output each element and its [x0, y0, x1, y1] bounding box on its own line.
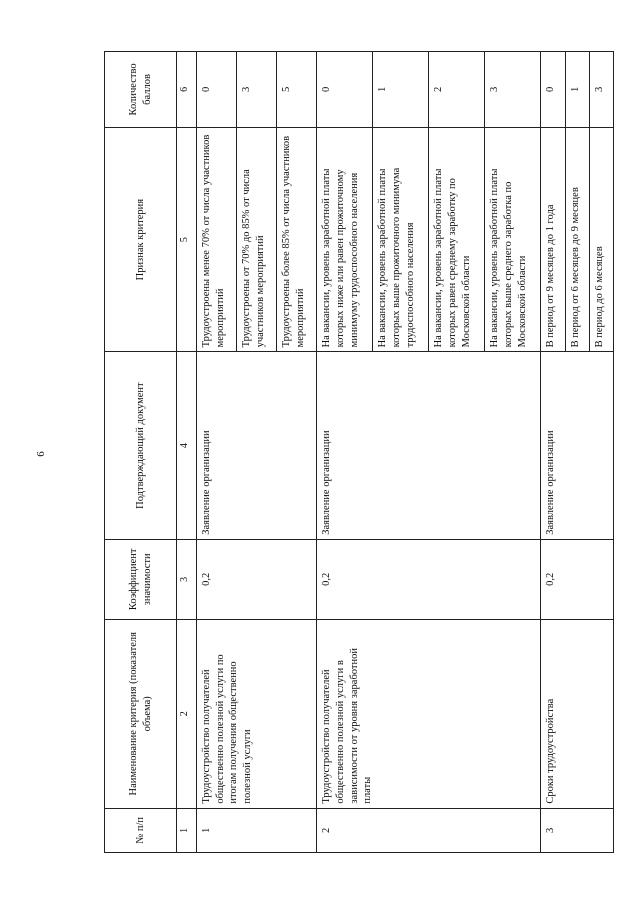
criterion-num: 1 — [197, 808, 317, 852]
criterion-sign: В период до 6 месяцев — [589, 127, 613, 352]
criterion-sign: В период от 9 месяцев до 1 года — [541, 127, 565, 352]
page-number: 6 — [35, 451, 47, 457]
criterion-name: Трудоустройство получателей общественно полезной услуги в зависимости от уровня заработной платы — [317, 619, 541, 808]
criterion-sign: На вакансии, уровень заработной платы которых выше среднего заработка по Московской области — [485, 127, 541, 352]
criterion-score: 3 — [237, 52, 277, 128]
criterion-name: Трудоустройство получателей общественно полезной услуги по итогам получения общественно полезной услуги — [197, 619, 317, 808]
criterion-sign: На вакансии, уровень заработной платы которых выше прожиточного минимума трудоспособного населения — [373, 127, 429, 352]
criteria-table — [104, 51, 614, 853]
criterion-doc: Заявление организации — [317, 352, 541, 539]
criterion-sign: На вакансии, уровень заработной платы которых ниже или равен прожиточному минимуму трудоспособного населения — [317, 127, 373, 352]
criteria-table-rotated — [104, 51, 614, 853]
colnum: 3 — [177, 539, 197, 619]
header-sign: Признак критерия — [105, 127, 177, 352]
header-row — [105, 52, 177, 853]
criterion-num: 2 — [317, 808, 541, 852]
colnum: 2 — [177, 619, 197, 808]
criterion-score: 1 — [565, 52, 589, 128]
criterion-score: 0 — [197, 52, 237, 128]
criterion-score: 2 — [429, 52, 485, 128]
criterion-sign: Трудоустроены более 85% от числа участников мероприятий — [277, 127, 317, 352]
criterion-name: Сроки трудоустройства — [541, 619, 614, 808]
criterion-doc: Заявление организации — [197, 352, 317, 539]
column-number-row — [177, 52, 197, 853]
criterion-score: 1 — [373, 52, 429, 128]
header-doc: Подтверждающий документ — [105, 352, 177, 539]
header-name: Наименование критерия (показателя объема) — [105, 619, 177, 808]
table-row — [317, 52, 373, 853]
criterion-coef: 0,2 — [541, 539, 614, 619]
criterion-sign: На вакансии, уровень заработной платы которых равен среднему заработку по Московской области — [429, 127, 485, 352]
criterion-score: 3 — [485, 52, 541, 128]
criterion-coef: 0,2 — [317, 539, 541, 619]
criterion-sign: Трудоустроены от 70% до 85% от числа участников мероприятий — [237, 127, 277, 352]
header-num: № п/п — [105, 808, 177, 852]
criterion-score: 3 — [589, 52, 613, 128]
criterion-num: 3 — [541, 808, 614, 852]
criterion-score: 0 — [541, 52, 565, 128]
colnum: 6 — [177, 52, 197, 128]
criterion-doc: Заявление организации — [541, 352, 614, 539]
criterion-coef: 0,2 — [197, 539, 317, 619]
colnum: 4 — [177, 352, 197, 539]
table-row — [541, 52, 565, 853]
colnum: 1 — [177, 808, 197, 852]
criterion-sign: В период от 6 месяцев до 9 месяцев — [565, 127, 589, 352]
criterion-score: 0 — [317, 52, 373, 128]
colnum: 5 — [177, 127, 197, 352]
header-coef: Коэффициент значимости — [105, 539, 177, 619]
criterion-sign: Трудоустроены менее 70% от числа участников мероприятий — [197, 127, 237, 352]
header-score: Количество баллов — [105, 52, 177, 128]
table-row — [197, 52, 237, 853]
criterion-score: 5 — [277, 52, 317, 128]
